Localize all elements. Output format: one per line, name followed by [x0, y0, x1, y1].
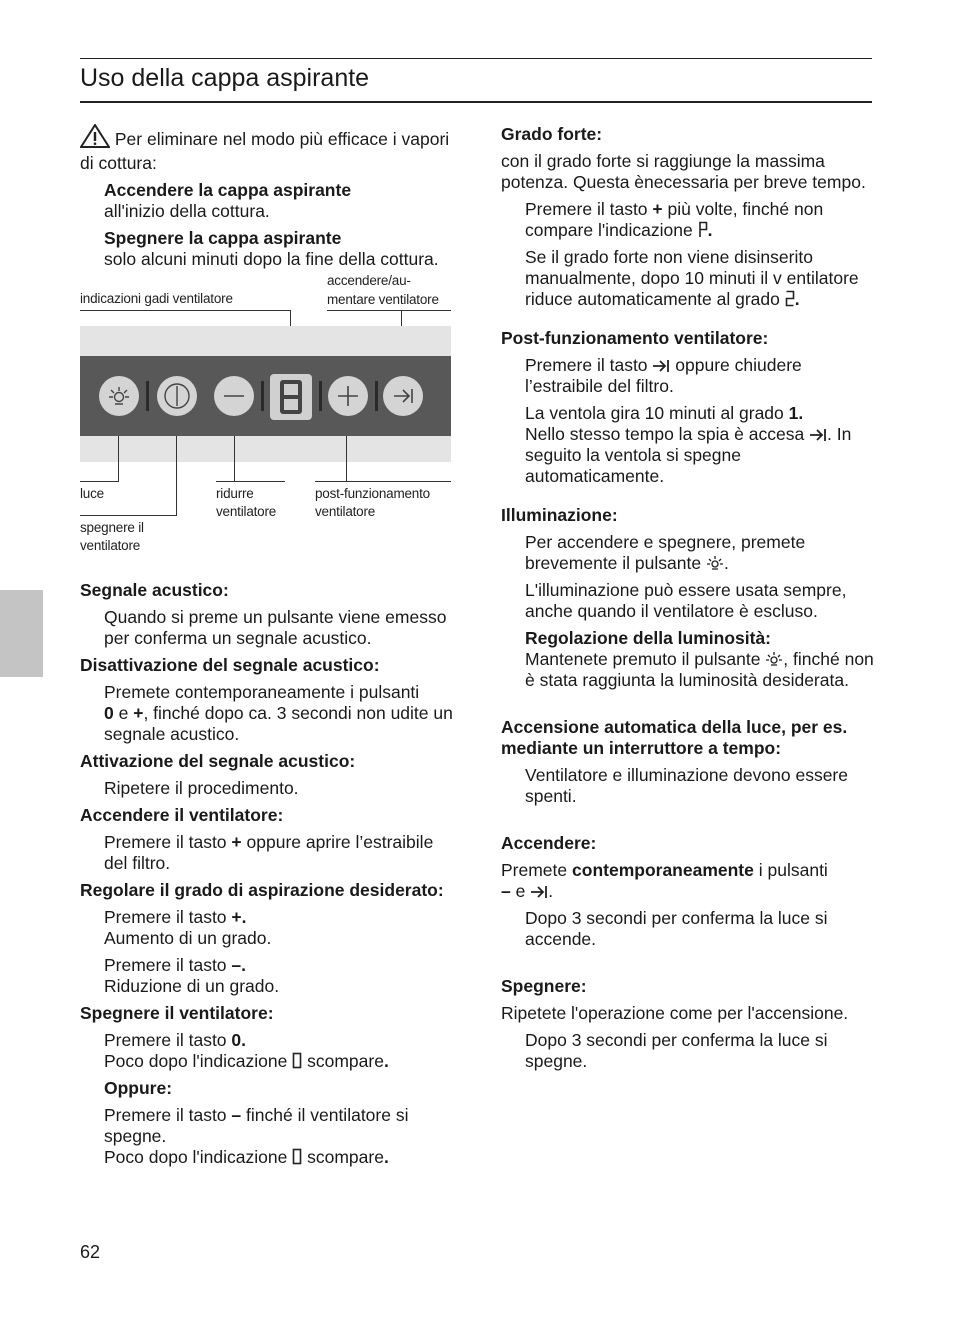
- divider: [319, 381, 322, 411]
- plus-button[interactable]: [328, 376, 368, 416]
- warning-paragraph: Per eliminare nel modo più efficace i vapori di cottura:: [80, 124, 458, 174]
- fan-level-display: [270, 374, 312, 420]
- leader-line: [176, 436, 177, 516]
- label-off-a: spegnere il: [80, 520, 144, 535]
- warning-triangle-icon: [80, 124, 110, 153]
- text-auto-light: Ventilatore e illuminazione devono essere spenti.: [525, 765, 848, 806]
- heading-strong: Grado forte:: [501, 124, 603, 144]
- text-afterrun-p1: Premere il tasto oppure chiudere l’estraibile del filtro.: [525, 355, 802, 396]
- arrow-to-bar-icon: [809, 427, 827, 443]
- control-panel-diagram: [80, 272, 458, 572]
- text-beep-on: Ripetere il procedimento.: [104, 778, 299, 798]
- top-rule: [80, 58, 872, 59]
- text-dim: Regolazione della luminosità: Mantenete premuto il pulsante , finché non è stata raggiunta la luminosità desiderata.: [525, 628, 874, 690]
- arrow-to-bar-icon: [530, 884, 548, 900]
- light-button[interactable]: [99, 376, 139, 416]
- heading-beep-on: Attivazione del segnale acustico:: [80, 751, 356, 771]
- fan-off-button[interactable]: [157, 376, 197, 416]
- title-rule: [80, 101, 872, 103]
- heading-beep: Segnale acustico:: [80, 580, 229, 600]
- leader-line: [80, 310, 291, 311]
- control-panel: [80, 356, 451, 436]
- heading-or: Oppure:: [104, 1078, 173, 1098]
- leader-line: [327, 310, 451, 311]
- heading-fan-off: Spegnere il ventilatore:: [80, 1003, 274, 1023]
- text-or: Premere il tasto – finché il ventilatore si spegne. Poco dopo l'indicazione scompare.: [104, 1105, 409, 1167]
- step-switch-off: Spegnere la cappa aspirante solo alcuni minuti dopo la fine della cottura.: [104, 228, 439, 269]
- divider: [261, 381, 264, 411]
- label-minus-b: ventilatore: [216, 504, 277, 519]
- lamp-icon: [706, 554, 724, 572]
- display-p-icon: [698, 221, 708, 238]
- label-fan-levels: indicazioni gadi ventilatore: [80, 291, 233, 306]
- label-afterrun-b: ventilatore: [315, 504, 376, 519]
- afterrun-button[interactable]: [383, 376, 423, 416]
- label-minus-a: ridurre: [216, 486, 254, 501]
- display-two-icon: [785, 290, 795, 307]
- text-strong-p2: Se il grado forte non viene disinserito manualmente, dopo 10 minuti il v entilatore riduce automaticamente al grado .: [525, 247, 859, 309]
- panel-bottom-strip: [80, 436, 451, 462]
- heading-auto-light: Accensione automatica della luce, per es. mediante un interruttore a tempo:: [501, 717, 848, 758]
- text-beep: Quando si preme un pulsante viene emesso per conferma un segnale acustico.: [104, 607, 447, 648]
- arrow-to-bar-icon: [652, 358, 670, 374]
- minus-button[interactable]: [214, 376, 254, 416]
- lamp-icon: [765, 650, 783, 668]
- minus-icon: [214, 376, 254, 416]
- display-zero-icon: [292, 1148, 302, 1165]
- seven-segment-display-icon: [270, 374, 312, 420]
- page-number: 62: [80, 1242, 101, 1262]
- text-afterrun-p2: La ventola gira 10 minuti al grado 1. Nello stesso tempo la spia è accesa . In seguito la ventola si spegne automaticamente.: [525, 403, 852, 486]
- divider: [375, 381, 378, 411]
- heading-light: Illuminazione:: [501, 505, 618, 525]
- leader-line: [80, 515, 177, 516]
- leader-line: [346, 436, 347, 482]
- leader-line: [234, 436, 235, 482]
- text-switch-on-p2: Dopo 3 secondi per conferma la luce si accende.: [525, 908, 828, 949]
- text-strong-p1: Premere il tasto + più volte, finché non compare l'indicazione .: [525, 199, 824, 240]
- text-beep-off: Premete contemporaneamente i pulsanti 0 e +, finché dopo ca. 3 secondi non udite un segnale acustico.: [104, 682, 453, 744]
- leader-line: [315, 481, 451, 482]
- text-switch-off-p2: Dopo 3 secondi per conferma la luce si spegne.: [525, 1030, 828, 1071]
- text-level-plus: Premere il tasto +. Aumento di un grado.: [104, 907, 272, 948]
- text-strong: con il grado forte si raggiunge la massima potenza. Questa ènecessaria per breve tempo.: [501, 151, 866, 192]
- lamp-icon: [99, 376, 139, 416]
- heading-level: Regolare il grado di aspirazione desiderato:: [80, 880, 444, 900]
- heading-beep-off: Disattivazione del segnale acustico:: [80, 655, 380, 675]
- divider: [146, 381, 149, 411]
- heading-switch-off: Spegnere:: [501, 976, 587, 996]
- text-fan-on: Premere il tasto + oppure aprire l’estraibile del filtro.: [104, 832, 434, 873]
- power-icon: [157, 376, 197, 416]
- step-switch-on: Accendere la cappa aspirante all'inizio della cottura.: [104, 180, 352, 221]
- text-switch-on: Premete contemporaneamente i pulsanti – e .: [501, 860, 828, 901]
- right-column: [501, 124, 879, 1072]
- label-afterrun-a: post-funzionamento: [315, 486, 430, 501]
- left-column: [80, 124, 458, 1168]
- panel-top-strip: [80, 326, 451, 356]
- text-fan-off: Premere il tasto 0. Poco dopo l'indicazione scompare.: [104, 1030, 389, 1071]
- text-light-p1: Per accendere e spegnere, premete brevemente il pulsante .: [525, 532, 806, 573]
- label-light: luce: [80, 486, 104, 501]
- section-tab: [0, 590, 43, 677]
- arrow-to-bar-icon: [383, 376, 423, 416]
- heading-switch-on: Accendere:: [501, 833, 597, 853]
- text-level-minus: Premere il tasto –. Riduzione di un grado.: [104, 955, 280, 996]
- page-title: Uso della cappa aspirante: [80, 64, 370, 92]
- leader-line: [118, 436, 119, 482]
- text-switch-off: Ripetete l'operazione come per l'accensione.: [501, 1003, 849, 1023]
- plus-icon: [328, 376, 368, 416]
- heading-afterrun: Post-funzionamento ventilatore:: [501, 328, 769, 348]
- leader-line: [216, 481, 285, 482]
- text-light-p2: L'illuminazione può essere usata sempre, anche quando il ventilatore è escluso.: [525, 580, 847, 621]
- leader-line: [80, 481, 119, 482]
- label-fan-on-a: accendere/au-: [327, 273, 411, 288]
- label-fan-on-b: mentare ventilatore: [327, 292, 439, 307]
- label-off-b: ventilatore: [80, 538, 141, 553]
- display-zero-icon: [292, 1052, 302, 1069]
- heading-fan-on: Accendere il ventilatore:: [80, 805, 284, 825]
